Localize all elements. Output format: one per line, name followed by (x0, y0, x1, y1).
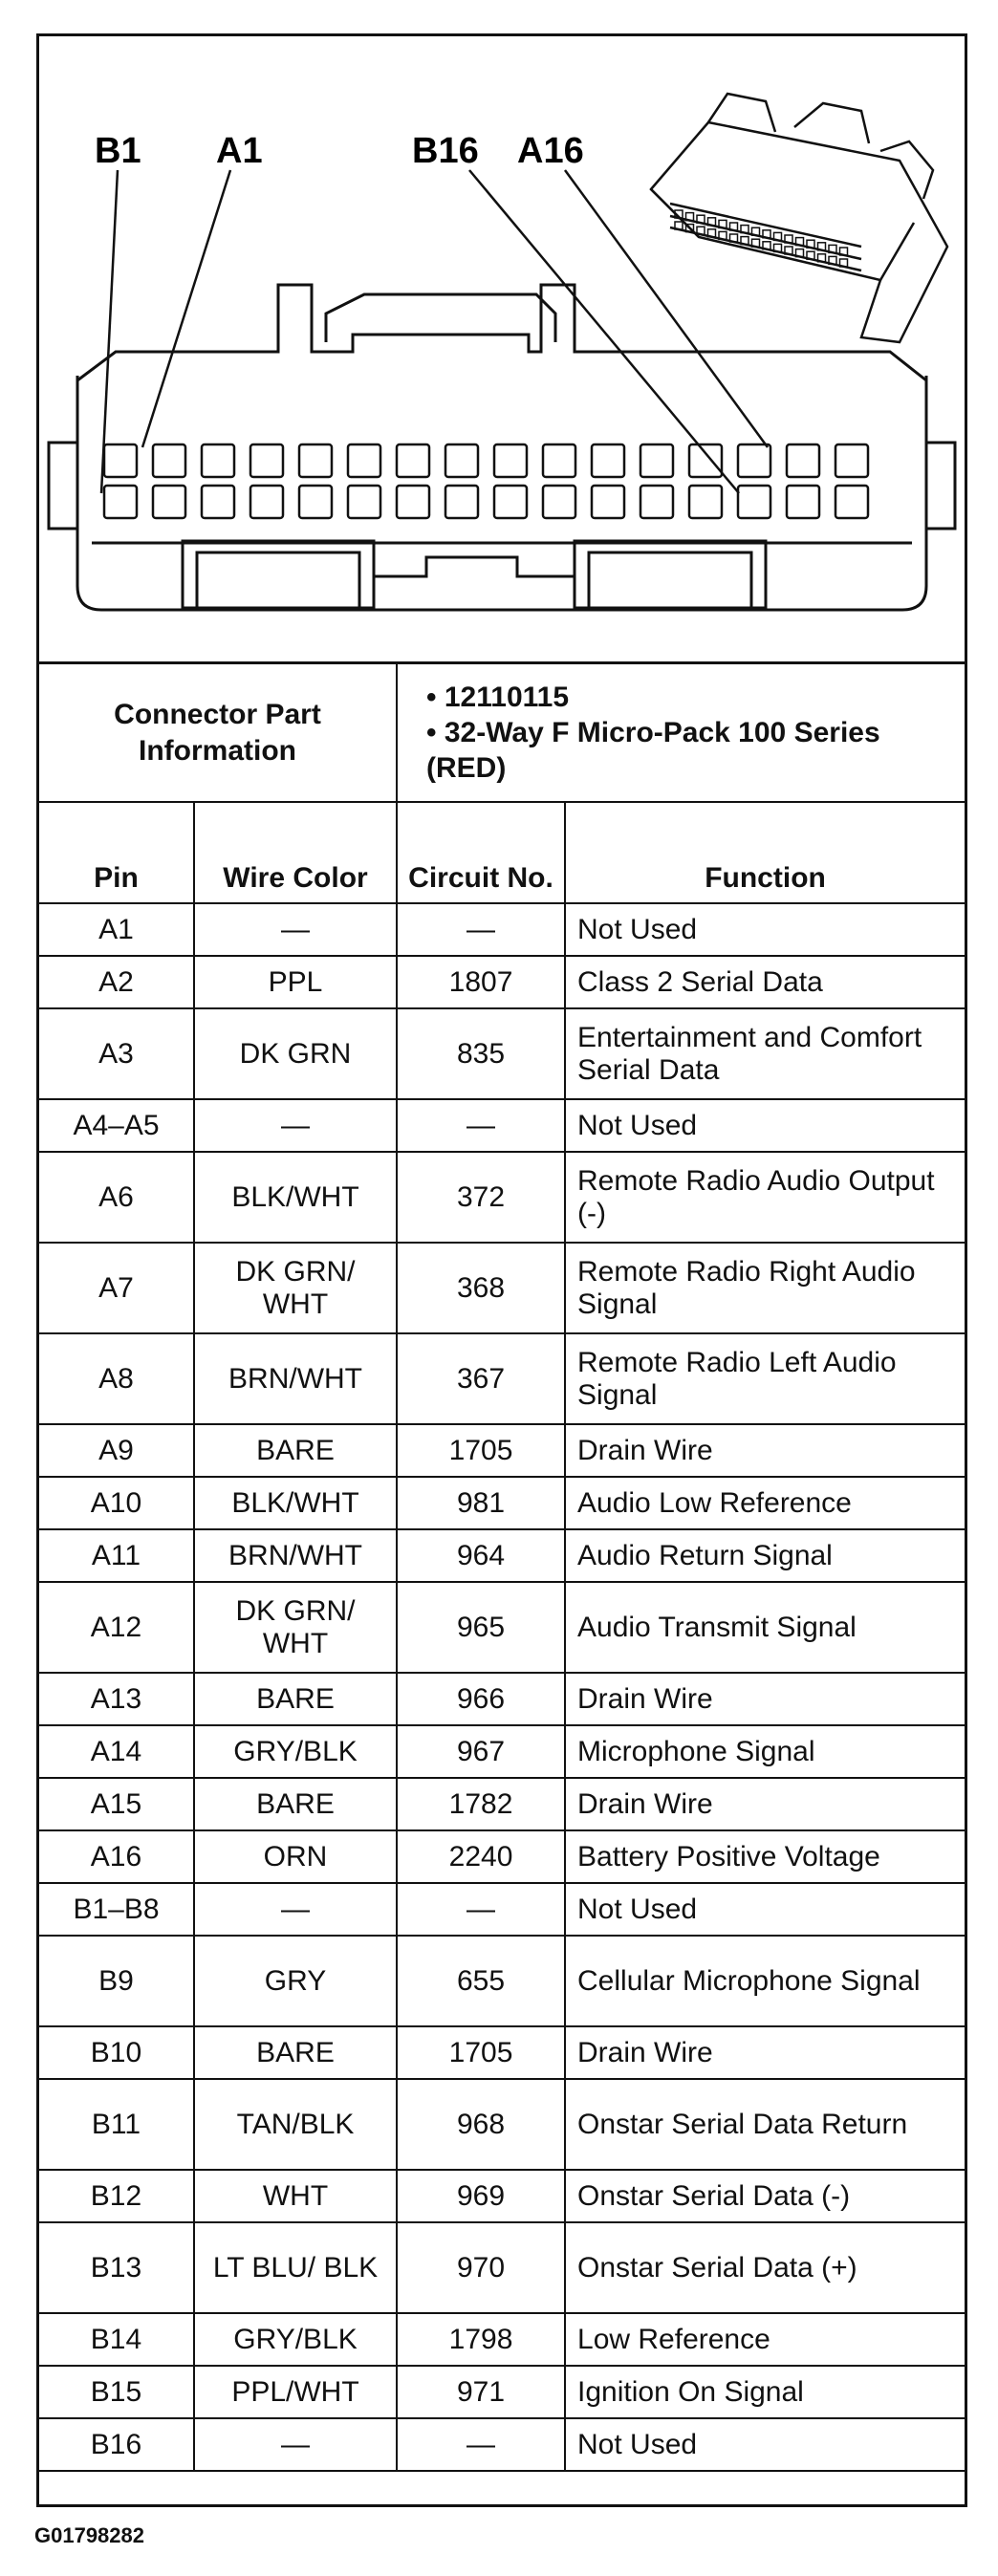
wire-color-cell: — (194, 903, 397, 956)
pin-cell: A13 (39, 1673, 194, 1725)
label-b16: B16 (412, 131, 479, 171)
function-cell: Drain Wire (565, 1673, 965, 1725)
leader-a1 (142, 170, 230, 447)
cavity (592, 444, 624, 477)
cavity (202, 486, 234, 518)
circuit-cell: 966 (397, 1673, 565, 1725)
connector-3d-view (651, 94, 947, 342)
cavity (299, 486, 332, 518)
col-pin: Pin (39, 802, 194, 903)
wire-color-cell: PPL (194, 956, 397, 1008)
cavity (445, 486, 478, 518)
circuit-cell: — (397, 2418, 565, 2471)
cavity (153, 486, 185, 518)
cavity-grid (104, 444, 868, 518)
circuit-cell: 970 (397, 2222, 565, 2313)
table-row (39, 1008, 965, 1099)
wire-color-cell: BARE (194, 1424, 397, 1477)
function-cell: Audio Transmit Signal (565, 1582, 965, 1673)
pin-cell: B14 (39, 2313, 194, 2366)
cavity (494, 444, 527, 477)
function-cell: Class 2 Serial Data (565, 956, 965, 1008)
circuit-cell: 964 (397, 1529, 565, 1582)
pin-cell: A4–A5 (39, 1099, 194, 1152)
pinout-table (39, 664, 965, 2472)
connector-info-details (397, 664, 965, 802)
cavity (104, 486, 137, 518)
wire-color-cell: BARE (194, 1673, 397, 1725)
wire-color-cell: GRY (194, 1936, 397, 2026)
table-row (39, 1529, 965, 1582)
pin-cell: A1 (39, 903, 194, 956)
circuit-cell: 1705 (397, 2026, 565, 2079)
table-row (39, 1830, 965, 1883)
wire-color-cell: — (194, 2418, 397, 2471)
circuit-cell: 967 (397, 1725, 565, 1778)
circuit-cell: 372 (397, 1152, 565, 1243)
pin-cell: B15 (39, 2366, 194, 2418)
pin-cell: A15 (39, 1778, 194, 1830)
table-row (39, 1152, 965, 1243)
circuit-cell: — (397, 1099, 565, 1152)
connector-frame (36, 33, 967, 2507)
function-cell: Drain Wire (565, 1424, 965, 1477)
pin-cell: A6 (39, 1152, 194, 1243)
connector-diagram (39, 36, 965, 664)
pin-cell: A7 (39, 1243, 194, 1333)
cavity (104, 444, 137, 477)
cavity (250, 444, 283, 477)
cavity (738, 444, 770, 477)
function-cell: Battery Positive Voltage (565, 1830, 965, 1883)
connector-part-number: • 12110115 (426, 680, 957, 715)
function-cell: Not Used (565, 1099, 965, 1152)
circuit-cell: 965 (397, 1582, 565, 1673)
wire-color-cell: PPL/WHT (194, 2366, 397, 2418)
col-circuit: Circuit No. (397, 802, 565, 903)
function-cell: Remote Radio Left Audio Signal (565, 1333, 965, 1424)
wire-color-cell: DK GRN/ WHT (194, 1243, 397, 1333)
cavity (787, 486, 819, 518)
cavity (738, 486, 770, 518)
column-header-row (39, 802, 965, 903)
wire-color-cell: LT BLU/ BLK (194, 2222, 397, 2313)
cavity (689, 486, 722, 518)
pin-cell: A11 (39, 1529, 194, 1582)
function-cell: Microphone Signal (565, 1725, 965, 1778)
circuit-cell: 2240 (397, 1830, 565, 1883)
table-row (39, 1099, 965, 1152)
wire-color-cell: — (194, 1099, 397, 1152)
table-row (39, 1673, 965, 1725)
cavity (543, 444, 575, 477)
table-row (39, 2170, 965, 2222)
function-cell: Not Used (565, 2418, 965, 2471)
connector-info-row (39, 664, 965, 802)
wire-color-cell: BRN/WHT (194, 1529, 397, 1582)
circuit-cell: 971 (397, 2366, 565, 2418)
circuit-cell: 1807 (397, 956, 565, 1008)
table-row (39, 1243, 965, 1333)
wire-color-cell: GRY/BLK (194, 1725, 397, 1778)
table-row (39, 2418, 965, 2471)
cavity (835, 486, 868, 518)
circuit-cell: 969 (397, 2170, 565, 2222)
cavity (787, 444, 819, 477)
circuit-cell: 1705 (397, 1424, 565, 1477)
function-cell: Drain Wire (565, 2026, 965, 2079)
table-row (39, 1424, 965, 1477)
cavity (543, 486, 575, 518)
pin-cell: B11 (39, 2079, 194, 2170)
function-cell: Onstar Serial Data (-) (565, 2170, 965, 2222)
cavity (835, 444, 868, 477)
function-cell: Remote Radio Audio Output (-) (565, 1152, 965, 1243)
table-row (39, 1725, 965, 1778)
pin-cell: A2 (39, 956, 194, 1008)
function-cell: Not Used (565, 1883, 965, 1936)
table-row (39, 2366, 965, 2418)
table-row (39, 1778, 965, 1830)
pin-cell: A14 (39, 1725, 194, 1778)
table-row (39, 2026, 965, 2079)
cavity (397, 486, 429, 518)
cavity (348, 486, 380, 518)
wire-color-cell: BARE (194, 2026, 397, 2079)
pin-cell: B13 (39, 2222, 194, 2313)
circuit-cell: 968 (397, 2079, 565, 2170)
circuit-cell: 1798 (397, 2313, 565, 2366)
cavity (640, 444, 673, 477)
function-cell: Onstar Serial Data Return (565, 2079, 965, 2170)
function-cell: Audio Low Reference (565, 1477, 965, 1529)
pin-cell: A12 (39, 1582, 194, 1673)
wire-color-cell: WHT (194, 2170, 397, 2222)
table-row (39, 1936, 965, 2026)
label-a1: A1 (216, 131, 263, 171)
figure-id: G01798282 (34, 2523, 144, 2547)
table-row (39, 2222, 965, 2313)
circuit-cell: — (397, 1883, 565, 1936)
cavity (640, 486, 673, 518)
circuit-cell: — (397, 903, 565, 956)
cavity (445, 444, 478, 477)
cavity (348, 444, 380, 477)
table-row (39, 2079, 965, 2170)
pin-cell: A10 (39, 1477, 194, 1529)
function-cell: Not Used (565, 903, 965, 956)
circuit-cell: 367 (397, 1333, 565, 1424)
pin-cell: A9 (39, 1424, 194, 1477)
connector-info-title: Connector Part Information (39, 664, 397, 802)
wire-color-cell: ORN (194, 1830, 397, 1883)
function-cell: Entertainment and Comfort Serial Data (565, 1008, 965, 1099)
wire-color-cell: GRY/BLK (194, 2313, 397, 2366)
wire-color-cell: BLK/WHT (194, 1477, 397, 1529)
cavity (153, 444, 185, 477)
connector-drawing (39, 36, 965, 661)
pin-cell: A3 (39, 1008, 194, 1099)
pin-cell: B1–B8 (39, 1883, 194, 1936)
function-cell: Remote Radio Right Audio Signal (565, 1243, 965, 1333)
wire-color-cell: BLK/WHT (194, 1152, 397, 1243)
label-a16: A16 (517, 131, 584, 171)
pin-cell: B9 (39, 1936, 194, 2026)
wire-color-cell: — (194, 1883, 397, 1936)
table-row (39, 1582, 965, 1673)
wire-color-cell: TAN/BLK (194, 2079, 397, 2170)
table-row (39, 1333, 965, 1424)
cavity (250, 486, 283, 518)
table-row (39, 903, 965, 956)
cavity (689, 444, 722, 477)
pin-cell: A16 (39, 1830, 194, 1883)
cavity (494, 486, 527, 518)
function-cell: Audio Return Signal (565, 1529, 965, 1582)
function-cell: Onstar Serial Data (+) (565, 2222, 965, 2313)
pin-cell: B16 (39, 2418, 194, 2471)
circuit-cell: 368 (397, 1243, 565, 1333)
wire-color-cell: BARE (194, 1778, 397, 1830)
table-row (39, 956, 965, 1008)
table-row (39, 1883, 965, 1936)
cavity (202, 444, 234, 477)
circuit-cell: 835 (397, 1008, 565, 1099)
pin-cell: B10 (39, 2026, 194, 2079)
table-row (39, 2313, 965, 2366)
connector-description: • 32-Way F Micro-Pack 100 Series (RED) (426, 715, 957, 786)
wire-color-cell: DK GRN/ WHT (194, 1582, 397, 1673)
function-cell: Ignition On Signal (565, 2366, 965, 2418)
col-function: Function (565, 802, 965, 903)
cavity (592, 486, 624, 518)
circuit-cell: 655 (397, 1936, 565, 2026)
wire-color-cell: BRN/WHT (194, 1333, 397, 1424)
function-cell: Low Reference (565, 2313, 965, 2366)
pin-cell: B12 (39, 2170, 194, 2222)
circuit-cell: 981 (397, 1477, 565, 1529)
function-cell: Cellular Microphone Signal (565, 1936, 965, 2026)
cavity (397, 444, 429, 477)
label-b1: B1 (95, 131, 141, 171)
circuit-cell: 1782 (397, 1778, 565, 1830)
cavity (299, 444, 332, 477)
wire-color-cell: DK GRN (194, 1008, 397, 1099)
pin-cell: A8 (39, 1333, 194, 1424)
table-row (39, 1477, 965, 1529)
function-cell: Drain Wire (565, 1778, 965, 1830)
col-wire-color: Wire Color (194, 802, 397, 903)
